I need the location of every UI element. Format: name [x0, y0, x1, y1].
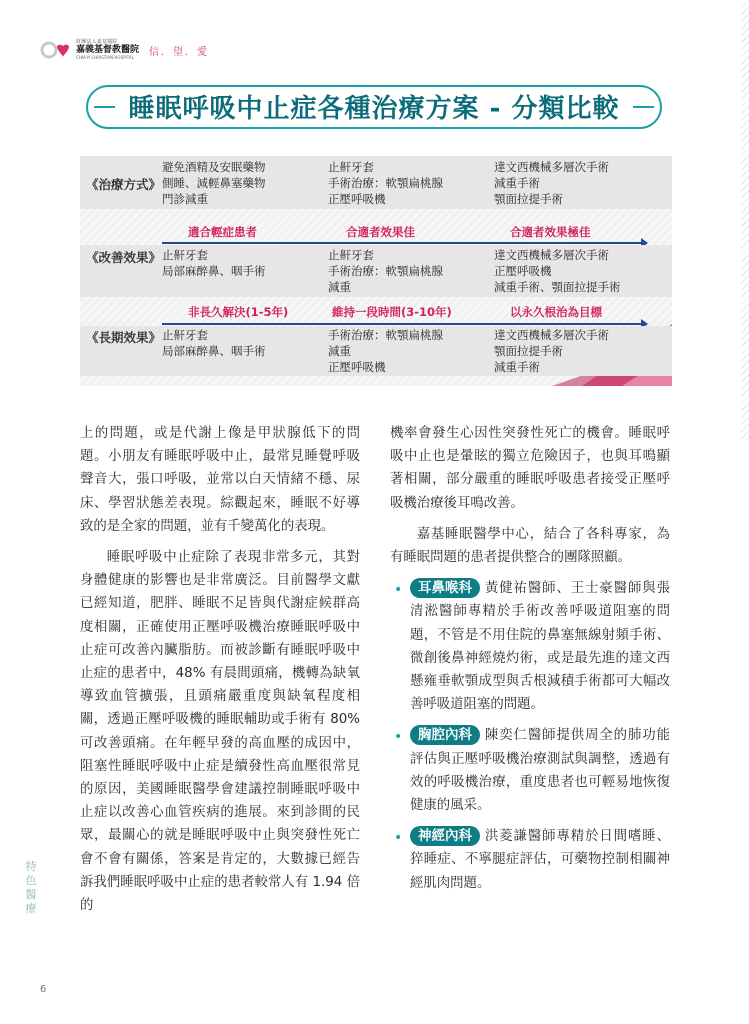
logo-en-text: CHIA-YI CHRISTIAN HOSPITAL — [76, 55, 134, 60]
cell-improve-2 — [328, 247, 443, 295]
cell-line: 止鼾牙套 — [162, 328, 208, 342]
cell-improve-1 — [162, 247, 266, 279]
logo-text — [76, 40, 139, 60]
bullet-dot-icon: • — [394, 830, 403, 847]
cell-line: 減重手術、顎面拉提手術 — [494, 280, 621, 294]
cell-line: 達文西機械多層次手術 — [494, 160, 609, 174]
dept-text-chest: 陳奕仁醫師提供周全的肺功能評估與正壓呼吸機治療測試與調整，透過有效的呼吸機治療，重度患者也可輕易地恢復健康的風采。 — [410, 728, 670, 814]
cell-line: 減重手術 — [494, 360, 540, 374]
cell-line: 手術治療：軟顎扁桃腺 — [328, 328, 443, 342]
band-improve-3: 合適者效果極佳 — [510, 225, 591, 239]
page-number: 6 — [40, 984, 47, 995]
comparison-table — [80, 156, 672, 386]
left-paragraph-2: 睡眠呼吸中止症除了表現非常多元，其對身體健康的影響也是非常廣泛。目前醫學文獻已經知道，肥胖、睡眠不足皆與代謝症候群高度相關，正確使用正壓呼吸機治療睡眠呼吸中止症可改善內臟脂肪。而被診斷有睡眠呼吸中止症的患者中，48% 有晨間頭痛，機轉為缺氧導致血管擴張，且頭痛嚴重度與缺氧程度相關，透過正壓呼吸機的睡眠輔助或手術有 80% 可改善頭痛。在年輕早發的高血壓的成因中，阻塞性睡眠呼吸中止症是續發性高血壓很常見的原因，美國睡眠醫學會建議控制睡眠呼吸中止症以改善心血管疾病的進展。來到診間的民眾，最關心的就是睡眠呼吸中止與突發性死亡會不會有關係，答案是肯定的，大數據已經告訴我們睡眠呼吸中止症的患者較常人有 1.94 倍的 — [80, 550, 360, 914]
cell-line: 避免酒精及安眠藥物 — [162, 160, 266, 174]
cell-line: 止鼾牙套 — [162, 248, 208, 262]
row-label-method: 《治療方式》 — [86, 177, 162, 192]
right-paragraph-2: 嘉基睡眠醫學中心，結合了各科專家，為有睡眠問題的患者提供整合的團隊照顧。 — [390, 526, 670, 566]
right-column — [390, 422, 670, 895]
row-label-long: 《長期效果》 — [86, 330, 162, 345]
band-improve-2: 合適者效果佳 — [346, 225, 415, 239]
cell-line: 正壓呼吸機 — [328, 360, 386, 374]
cell-line: 止鼾牙套 — [328, 248, 374, 262]
hospital-logo-icon — [40, 39, 70, 61]
motto: 信．望．愛 — [149, 46, 210, 58]
cell-long-1 — [162, 327, 266, 359]
list-item-ent — [390, 577, 670, 716]
side-section-label: 特色醫療 — [25, 860, 37, 915]
cell-line: 顎面拉提手術 — [494, 344, 563, 358]
bullet-dot-icon: • — [394, 729, 403, 746]
cell-line: 達文西機械多層次手術 — [494, 248, 609, 262]
cell-long-3 — [494, 327, 609, 375]
band-long-3: 以永久根治為目標 — [510, 305, 602, 319]
bullet-dot-icon: • — [394, 582, 403, 599]
list-item-neuro — [390, 825, 670, 895]
cell-line: 減重手術 — [494, 176, 540, 190]
cell-line: 達文西機械多層次手術 — [494, 328, 609, 342]
logo-main-text: 嘉義基督教醫院 — [76, 45, 140, 55]
cell-line: 手術治療：軟顎扁桃腺 — [328, 176, 443, 190]
cell-line: 止鼾牙套 — [328, 160, 374, 174]
cell-line: 正壓呼吸機 — [494, 264, 552, 278]
left-column — [80, 422, 360, 917]
list-item-chest — [390, 724, 670, 817]
cell-line: 減重 — [328, 280, 351, 294]
cell-line: 側睡、減輕鼻塞藥物 — [162, 176, 266, 190]
right-paragraph-1: 機率會發生心因性突發性死亡的機會。睡眠呼吸中止也是暈眩的獨立危險因子，也與耳鳴顯著相關，部分嚴重的睡眠呼吸患者接受正壓呼吸機治療後耳鳴改善。 — [390, 426, 670, 511]
cell-improve-3 — [494, 247, 621, 295]
cell-long-2 — [328, 327, 443, 375]
band-long-1: 非長久解決(1-5年) — [188, 305, 289, 319]
cell-method-3 — [494, 159, 609, 207]
dept-tag-ent: 耳鼻喉科 — [410, 578, 480, 598]
cell-line: 局部麻醉鼻、咽手術 — [162, 344, 266, 358]
cell-line: 門診減重 — [162, 192, 208, 206]
cell-line: 正壓呼吸機 — [328, 192, 386, 206]
left-paragraph-1: 上的問題，或是代謝上像是甲狀腺低下的問題。小朋友有睡眠呼吸中止，最常見睡覺呼吸聲音大，張口呼吸，並常以白天情緒不穩、尿床、學習狀態差表現。綜觀起來，睡眠不好導致的是全家的問題，並有千變萬化的表現。 — [80, 426, 360, 534]
cell-line: 減重 — [328, 344, 351, 358]
cell-line: 顎面拉提手術 — [494, 192, 563, 206]
cell-line: 手術治療：軟顎扁桃腺 — [328, 264, 443, 278]
arrow-improve — [162, 242, 642, 244]
page-header — [40, 38, 209, 62]
page-title — [86, 88, 662, 125]
dept-text-ent: 黃健祐醫師、王士豪醫師與張清淞醫師專精於手術改善呼吸道阻塞的問題，不管是不用住院的鼻塞無線射頻手術、微創後鼻神經燒灼術，或是最先進的達文西懸雍垂軟顎成型與舌根減積手術都可大幅改善呼吸道阻塞的問題。 — [410, 581, 670, 713]
dept-tag-neuro: 神經內科 — [410, 826, 480, 846]
band-long-2: 維持一段時間(3-10年) — [332, 305, 452, 319]
logo-small-text: 財團法人嘉基醫院 — [76, 39, 118, 45]
page-title-text: 睡眠呼吸中止症各種治療方案 - 分類比較 — [115, 94, 634, 124]
arrow-long — [162, 323, 642, 325]
row-label-improve: 《改善效果》 — [86, 250, 162, 265]
cell-line: 局部麻醉鼻、咽手術 — [162, 264, 266, 278]
dept-text-neuro: 洪菱謙醫師專精於日間嗜睡、猝睡症、不寧腿症評估，可藥物控制相關神經肌肉問題。 — [410, 829, 670, 891]
cell-method-1 — [162, 159, 266, 207]
decor-hatch — [741, 0, 749, 440]
title-banner — [86, 85, 662, 129]
cell-method-2 — [328, 159, 443, 207]
band-improve-1: 適合輕症患者 — [188, 225, 257, 239]
dept-tag-chest: 胸腔內科 — [410, 725, 480, 745]
